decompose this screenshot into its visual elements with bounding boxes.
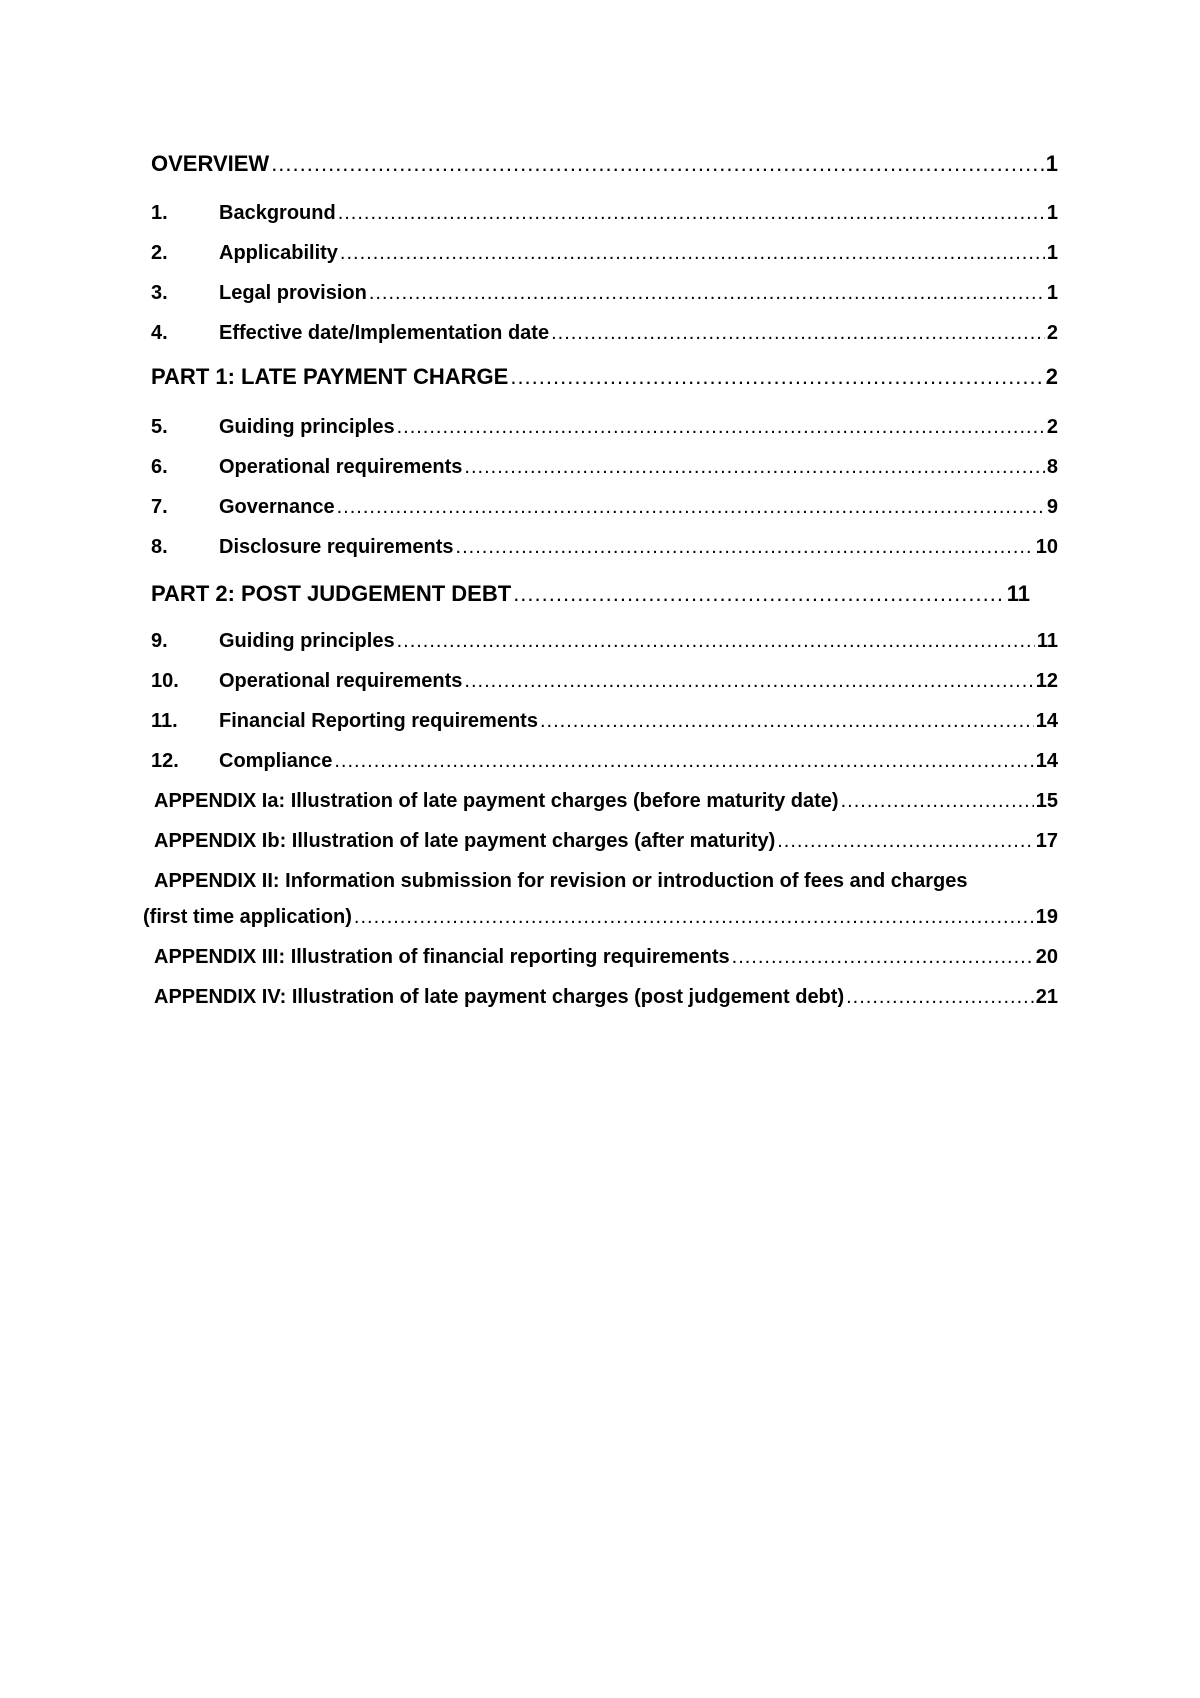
toc-dot-leader [271, 150, 1044, 178]
toc-entry-background[interactable] [151, 200, 1058, 226]
toc-entry-number: 7. [151, 496, 168, 518]
toc-entry-title: APPENDIX II: Information submission for revision or introduction of fees and charges [154, 870, 968, 892]
toc-entry-appendix-ii[interactable] [151, 868, 1058, 894]
toc-entry-appendix-ii-continued[interactable] [143, 904, 1058, 930]
toc-entry-financial-reporting[interactable] [151, 708, 1058, 734]
toc-entry-title: PART 1: LATE PAYMENT CHARGE [151, 364, 509, 389]
toc-entry-operational-requirements-1[interactable] [151, 454, 1058, 480]
toc-entry-title: APPENDIX Ia: Illustration of late payment charges (before maturity date) [154, 790, 839, 812]
toc-entry-title: Legal provision [219, 282, 367, 304]
toc-dot-leader [397, 628, 1035, 654]
toc-heading-overview[interactable] [151, 150, 1058, 178]
toc-dot-leader [464, 668, 1033, 694]
toc-entry-title: Disclosure requirements [219, 536, 454, 558]
toc-entry-title: APPENDIX III: Illustration of financial reporting requirements [154, 946, 730, 968]
toc-entry-page: 1 [1045, 151, 1058, 176]
toc-entry-guiding-principles-1[interactable] [151, 414, 1058, 440]
toc-entry-effective-date[interactable] [151, 320, 1058, 346]
toc-heading-part-1[interactable] [151, 363, 1058, 391]
toc-entry-title: OVERVIEW [151, 151, 270, 176]
toc-dot-leader [337, 494, 1045, 520]
toc-dot-leader [513, 580, 1005, 608]
toc-entry-number: 10. [151, 670, 179, 692]
table-of-contents [143, 150, 1058, 1010]
toc-entry-page: 1 [1046, 202, 1058, 224]
toc-entry-title: Effective date/Implementation date [219, 322, 550, 344]
toc-entry-title: Financial Reporting requirements [219, 710, 538, 732]
toc-entry-page: 19 [1035, 906, 1058, 928]
toc-entry-title: PART 2: POST JUDGEMENT DEBT [151, 581, 512, 606]
toc-entry-number: 5. [151, 416, 168, 438]
toc-entry-title-continued: (first time application) [143, 906, 352, 928]
toc-entry-appendix-iv[interactable] [151, 984, 1058, 1010]
toc-heading-part-2[interactable] [151, 580, 1030, 608]
toc-entry-page: 14 [1035, 750, 1058, 772]
toc-entry-title: Compliance [219, 750, 333, 772]
toc-entry-page: 2 [1046, 322, 1058, 344]
toc-entry-page: 2 [1046, 416, 1058, 438]
toc-entry-title: APPENDIX Ib: Illustration of late payment charges (after maturity) [154, 830, 776, 852]
toc-dot-leader [732, 944, 1034, 970]
toc-dot-leader [338, 200, 1045, 226]
toc-entry-number: 2. [151, 242, 168, 264]
toc-entry-operational-requirements-2[interactable] [151, 668, 1058, 694]
toc-entry-legal-provision[interactable] [151, 280, 1058, 306]
toc-entry-title: Operational requirements [219, 456, 463, 478]
toc-entry-page: 9 [1046, 496, 1058, 518]
toc-entry-page: 15 [1035, 790, 1058, 812]
toc-entry-disclosure-requirements[interactable] [151, 534, 1058, 560]
toc-entry-applicability[interactable] [151, 240, 1058, 266]
toc-dot-leader [369, 280, 1045, 306]
toc-entry-number: 6. [151, 456, 168, 478]
toc-entry-title: Applicability [219, 242, 338, 264]
toc-entry-page: 12 [1035, 670, 1058, 692]
toc-entry-page: 1 [1046, 282, 1058, 304]
toc-entry-page: 11 [1006, 581, 1030, 606]
toc-entry-title: APPENDIX IV: Illustration of late payment charges (post judgement debt) [154, 986, 845, 1008]
toc-entry-title: Background [219, 202, 336, 224]
toc-entry-governance[interactable] [151, 494, 1058, 520]
toc-entry-compliance[interactable] [151, 748, 1058, 774]
toc-entry-appendix-ib[interactable] [151, 828, 1058, 854]
toc-dot-leader [464, 454, 1044, 480]
toc-entry-page: 17 [1035, 830, 1058, 852]
toc-dot-leader [456, 534, 1034, 560]
toc-dot-leader [510, 363, 1043, 391]
toc-dot-leader [777, 828, 1034, 854]
toc-entry-appendix-iii[interactable] [151, 944, 1058, 970]
toc-dot-leader [397, 414, 1045, 440]
toc-dot-leader [340, 240, 1045, 266]
toc-entry-number: 3. [151, 282, 168, 304]
toc-entry-number: 11. [151, 710, 178, 732]
toc-entry-title: Guiding principles [219, 416, 395, 438]
toc-dot-leader [334, 748, 1033, 774]
toc-entry-page: 10 [1035, 536, 1058, 558]
toc-entry-page: 8 [1046, 456, 1058, 478]
toc-dot-leader [841, 788, 1034, 814]
toc-entry-number: 9. [151, 630, 168, 652]
toc-entry-guiding-principles-2[interactable] [151, 628, 1058, 654]
toc-dot-leader [354, 904, 1034, 930]
toc-entry-number: 8. [151, 536, 168, 558]
toc-entry-title: Governance [219, 496, 335, 518]
toc-dot-leader [540, 708, 1034, 734]
toc-entry-page: 21 [1035, 986, 1058, 1008]
toc-dot-leader [846, 984, 1034, 1010]
toc-entry-number: 4. [151, 322, 168, 344]
toc-entry-page: 20 [1035, 946, 1058, 968]
toc-entry-title: Guiding principles [219, 630, 395, 652]
toc-entry-appendix-ia[interactable] [151, 788, 1058, 814]
toc-entry-page: 2 [1045, 364, 1058, 389]
toc-entry-page: 1 [1046, 242, 1058, 264]
toc-dot-leader [551, 320, 1045, 346]
toc-entry-page: 11 [1036, 630, 1058, 652]
toc-entry-number: 12. [151, 750, 179, 772]
toc-entry-title: Operational requirements [219, 670, 463, 692]
toc-entry-number: 1. [151, 202, 168, 224]
toc-entry-page: 14 [1035, 710, 1058, 732]
